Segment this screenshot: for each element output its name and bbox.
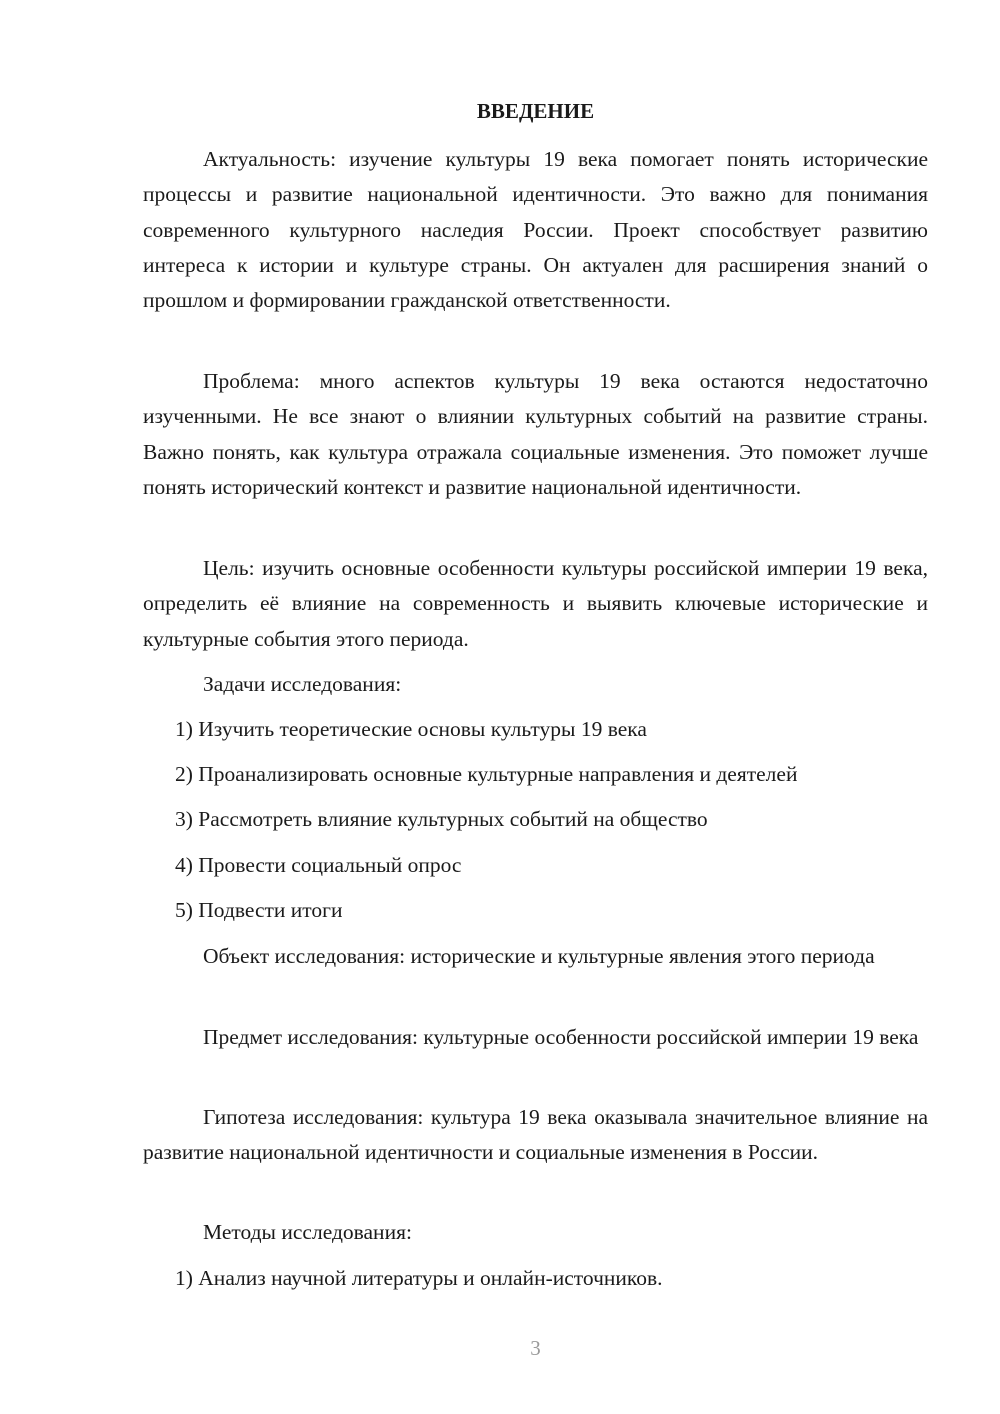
method-item-1: 1) Анализ научной литературы и онлайн-источников.: [175, 1266, 663, 1290]
goal-paragraph: Цель: изучить основные особенности культуры российской империи 19 века, определить её влияние на современность и выявить ключевые исторические и культурные события этого периода.: [143, 556, 928, 651]
page-number: 3: [530, 1336, 541, 1360]
object-paragraph: Объект исследования: исторические и культурные явления этого периода: [203, 944, 875, 968]
page-title: ВВЕДЕНИЕ: [476, 99, 595, 123]
methods-heading: Методы исследования:: [203, 1220, 412, 1244]
subject-paragraph: Предмет исследования: культурные особенности российской империи 19 века: [203, 1025, 919, 1049]
task-item-1: 1) Изучить теоретические основы культуры 19 века: [175, 717, 647, 741]
task-item-5: 5) Подвести итоги: [175, 898, 343, 922]
task-item-4: 4) Провести социальный опрос: [175, 853, 462, 877]
task-item-3: 3) Рассмотреть влияние культурных событий на общество: [175, 807, 708, 831]
hypothesis-paragraph: Гипотеза исследования: культура 19 века оказывала значительное влияние на развитие национальной идентичности и социальные изменения в России.: [143, 1105, 928, 1165]
problem-paragraph: Проблема: много аспектов культуры 19 века остаются недостаточно изученными. Не все знают о влиянии культурных событий на развитие страны. Важно понять, как культура отражала социальные изменения. Это поможет лучше понять исторический контекст и развитие национальной идентичности.: [143, 369, 928, 499]
task-item-2: 2) Проанализировать основные культурные направления и деятелей: [175, 762, 798, 786]
relevance-paragraph: Актуальность: изучение культуры 19 века помогает понять исторические процессы и развитие национальной идентичности. Это важно для понимания современного культурного наследия России. Проект способствует развитию интереса к истории и культуре страны. Он актуален для расширения знаний о прошлом и формировании гражданской ответственности.: [143, 147, 928, 313]
tasks-heading: Задачи исследования:: [203, 672, 402, 696]
